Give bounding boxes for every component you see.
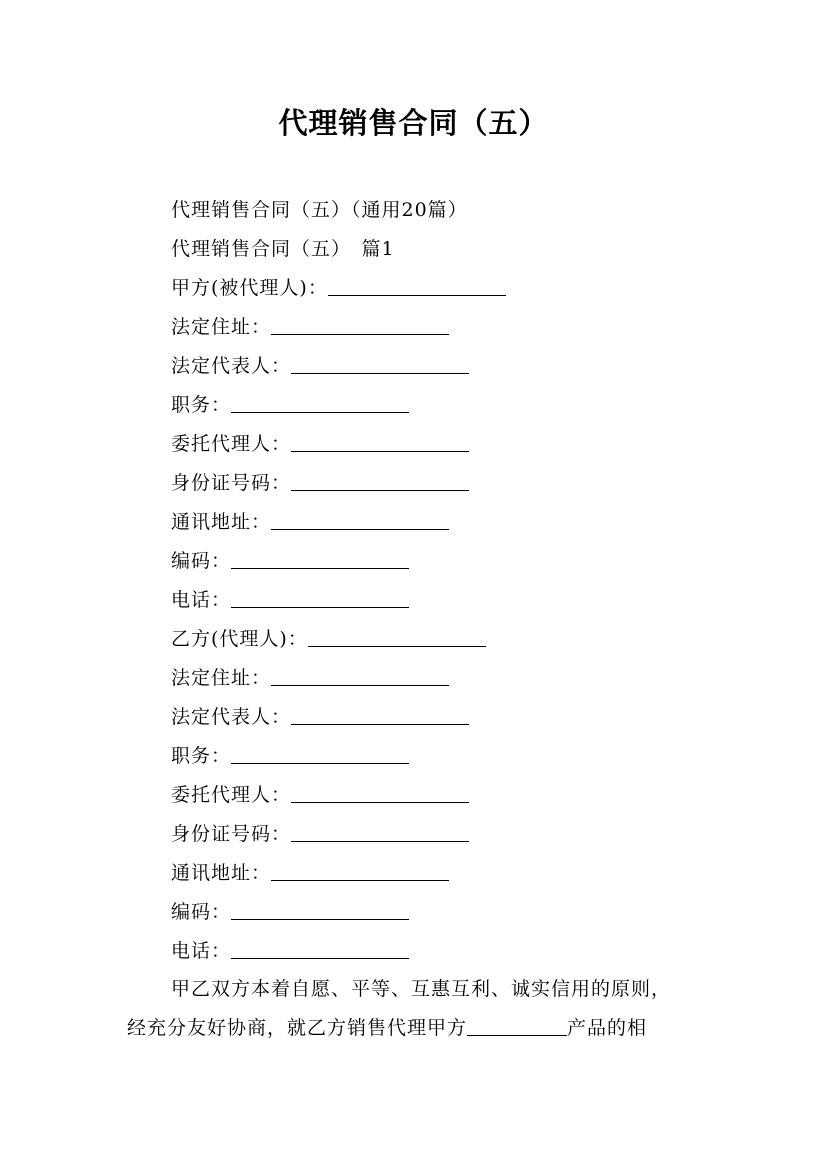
- party-a-address-blank: [271, 314, 449, 335]
- party-b-legal-rep-label: 法定代表人：: [171, 706, 292, 728]
- party-b-agent-blank: [291, 782, 469, 803]
- party-a-position-line: [171, 389, 409, 421]
- party-b-postcode-line: [171, 896, 409, 928]
- party-b-name-label: 乙方(代理人)：: [171, 628, 308, 650]
- party-b-mail-label: 通讯地址：: [171, 862, 272, 884]
- party-b-position-line: [171, 740, 409, 772]
- party-a-mail-blank: [271, 509, 449, 530]
- party-a-postcode-line: [171, 545, 409, 577]
- party-b-mail-line: [171, 857, 449, 889]
- party-a-phone-line: [171, 584, 409, 616]
- party-b-position-label: 职务：: [171, 745, 232, 767]
- party-a-agent-label: 委托代理人：: [171, 433, 292, 455]
- party-a-legal-rep-blank: [291, 353, 469, 374]
- party-b-id-blank: [291, 821, 469, 842]
- document-subtitle: 代理销售合同（五）（通用20篇）: [171, 199, 468, 221]
- party-a-postcode-blank: [231, 548, 409, 569]
- party-a-id-blank: [291, 470, 469, 491]
- intro-line-2-after: 产品的相: [567, 1017, 648, 1039]
- party-a-phone-label: 电话：: [171, 589, 232, 611]
- party-b-legal-rep-line: [171, 701, 469, 733]
- party-b-phone-line: [171, 935, 409, 967]
- party-a-name-blank: [328, 275, 506, 296]
- intro-line-2-before: 经充分友好协商，就乙方销售代理甲方: [127, 1017, 468, 1039]
- party-a-position-label: 职务：: [171, 394, 232, 416]
- party-a-id-line: [171, 467, 469, 499]
- party-b-phone-blank: [231, 938, 409, 959]
- party-b-id-label: 身份证号码：: [171, 823, 292, 845]
- party-b-name-blank: [308, 626, 486, 647]
- party-a-postcode-label: 编码：: [171, 550, 232, 572]
- party-a-name-label: 甲方(被代理人)：: [171, 277, 328, 299]
- party-b-address-line: [171, 662, 449, 694]
- party-a-agent-blank: [291, 431, 469, 452]
- party-a-position-blank: [231, 392, 409, 413]
- party-b-phone-label: 电话：: [171, 940, 232, 962]
- party-b-address-label: 法定住址：: [171, 667, 272, 689]
- party-a-agent-line: [171, 428, 469, 460]
- party-b-postcode-blank: [231, 899, 409, 920]
- intro-line-2: [127, 1009, 707, 1048]
- party-b-postcode-label: 编码：: [171, 901, 232, 923]
- party-a-mail-label: 通讯地址：: [171, 511, 272, 533]
- party-b-id-line: [171, 818, 469, 850]
- party-b-mail-blank: [271, 860, 449, 881]
- party-b-agent-label: 委托代理人：: [171, 784, 292, 806]
- party-b-position-blank: [231, 743, 409, 764]
- party-b-legal-rep-blank: [291, 704, 469, 725]
- party-b-agent-line: [171, 779, 469, 811]
- party-a-name-line: [171, 272, 506, 304]
- intro-paragraph: [127, 970, 707, 1048]
- party-a-mail-line: [171, 506, 449, 538]
- party-b-address-blank: [271, 665, 449, 686]
- party-a-address-line: [171, 311, 449, 343]
- section-heading: 代理销售合同（五） 篇1: [171, 238, 395, 260]
- party-a-phone-blank: [231, 587, 409, 608]
- party-a-address-label: 法定住址：: [171, 316, 272, 338]
- party-a-legal-rep-line: [171, 350, 469, 382]
- party-b-name-line: [171, 623, 486, 655]
- party-a-id-label: 身份证号码：: [171, 472, 292, 494]
- intro-line-1: 甲乙双方本着自愿、平等、互惠互利、诚实信用的原则，: [171, 978, 672, 1000]
- page-title: 代理销售合同（五）: [278, 106, 549, 140]
- party-a-legal-rep-label: 法定代表人：: [171, 355, 292, 377]
- product-blank: [467, 1015, 567, 1036]
